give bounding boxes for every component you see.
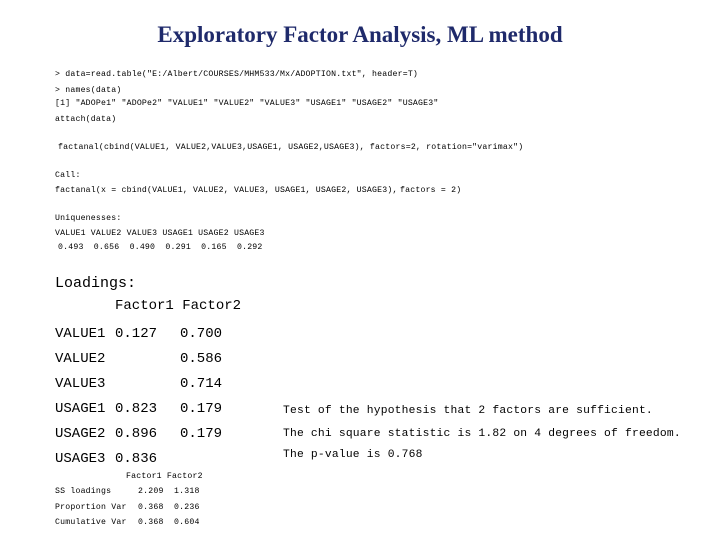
console-line-read-table: > data=read.table("E:/Albert/COURSES/MHM533/Mx/ADOPTION.txt", header=T) [55,70,419,79]
loadings-row-factor2: 0.586 [180,351,223,367]
ss-row-factor1: 0.368 [138,503,164,512]
uniquenesses-header: VALUE1 VALUE2 VALUE3 USAGE1 USAGE2 USAGE3 [55,229,265,238]
loadings-header: Factor1 Factor2 [115,298,242,314]
uniquenesses-label: Uniquenesses: [55,214,122,223]
ss-row-factor2: 1.318 [174,487,200,496]
loadings-row-factor1: 0.127 [115,326,158,342]
uniquenesses-values: 0.493 0.656 0.490 0.291 0.165 0.292 [58,243,263,252]
loadings-row-factor2: 0.700 [180,326,223,342]
loadings-row-label: VALUE1 [55,326,106,342]
ss-row-label: SS loadings [55,487,112,496]
ss-header: Factor1 Factor2 [126,472,203,481]
loadings-row-label: USAGE1 [55,401,106,417]
loadings-row-factor1: 0.896 [115,426,158,442]
loadings-row-label: USAGE2 [55,426,106,442]
ss-row-factor1: 2.209 [138,487,164,496]
console-line-attach: attach(data) [55,115,117,124]
loadings-row-factor1: 0.836 [115,451,158,467]
console-line-names: > names(data) [55,86,122,95]
loadings-row-label: USAGE3 [55,451,106,467]
slide-title: Exploratory Factor Analysis, ML method [157,22,563,47]
loadings-label: Loadings: [55,275,137,292]
ss-row-label: Cumulative Var [55,518,127,527]
console-line-names-output: [1] "ADOPe1" "ADOPe2" "VALUE1" "VALUE2" "VALUE3" "USAGE1" "USAGE2" "USAGE3" [55,99,439,108]
loadings-row-factor1: 0.823 [115,401,158,417]
loadings-row-label: VALUE2 [55,351,106,367]
test-line-chi-square: The chi square statistic is 1.82 on 4 degrees of freedom. [283,428,681,440]
call-label: Call: [55,171,81,180]
ss-row-factor2: 0.236 [174,503,200,512]
loadings-row-factor2: 0.714 [180,376,223,392]
console-line-factanal: factanal(cbind(VALUE1, VALUE2,VALUE3,USAGE1, USAGE2,USAGE3), factors=2, rotation="varimax") [58,143,524,152]
loadings-row-label: VALUE3 [55,376,106,392]
ss-row-factor1: 0.368 [138,518,164,527]
call-line: factanal(x = cbind(VALUE1, VALUE2, VALUE3, USAGE1, USAGE2, USAGE3), [55,186,398,195]
call-factors: factors = 2) [400,186,462,195]
loadings-row-factor2: 0.179 [180,401,223,417]
ss-row-label: Proportion Var [55,503,127,512]
test-line-hypothesis: Test of the hypothesis that 2 factors are sufficient. [283,405,653,417]
loadings-row-factor2: 0.179 [180,426,223,442]
ss-row-factor2: 0.604 [174,518,200,527]
test-line-p-value: The p-value is 0.768 [283,449,423,461]
